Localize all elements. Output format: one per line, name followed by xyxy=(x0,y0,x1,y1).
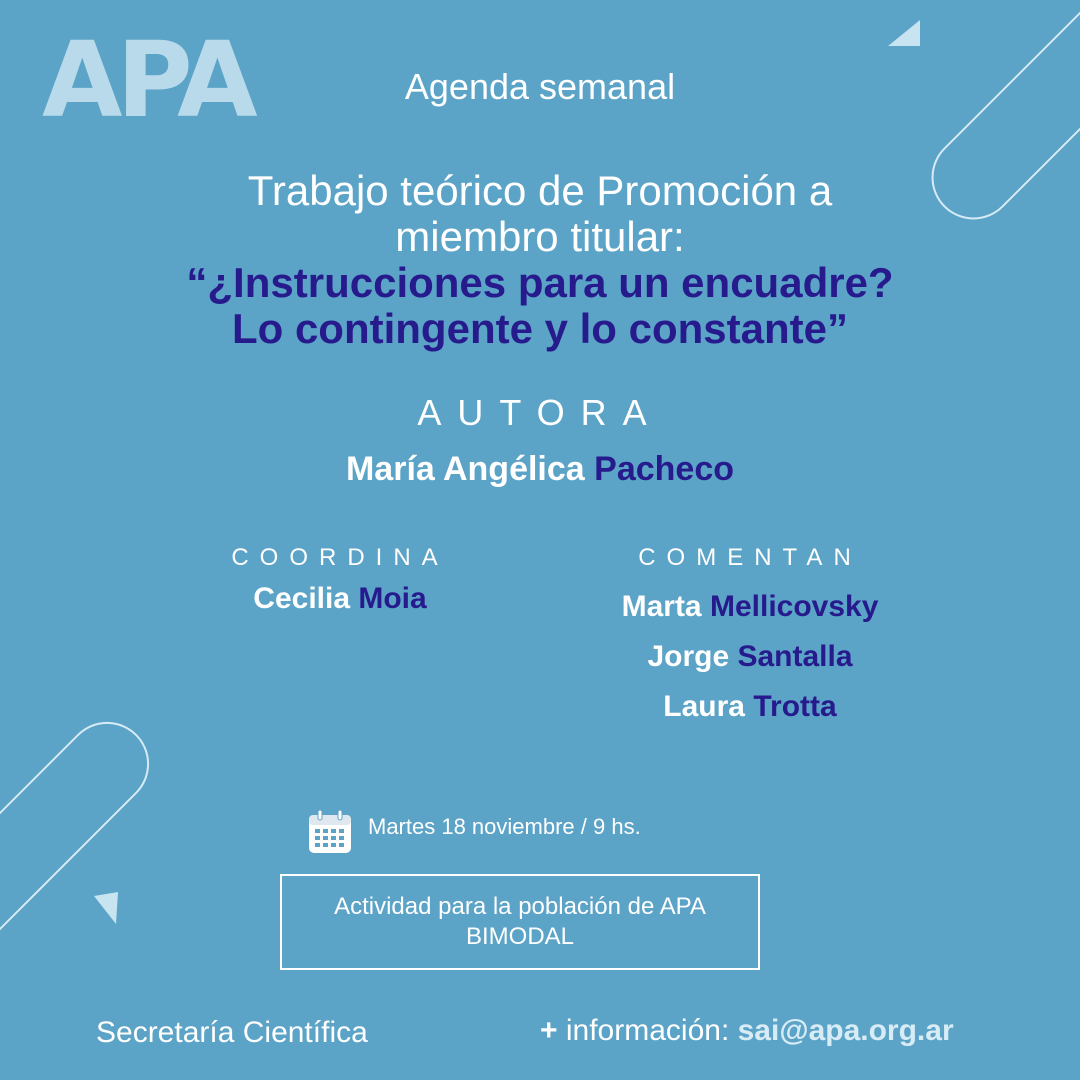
email-link[interactable]: sai@apa.org.ar xyxy=(737,1014,954,1047)
commentator-first-name: Jorge xyxy=(647,640,730,673)
coordina-name xyxy=(190,582,490,616)
plus-sign: + xyxy=(540,1014,558,1047)
triangle-bottom-left-shape xyxy=(94,892,118,924)
commentator-last-name: Trotta xyxy=(753,690,837,723)
notice-line-2: BIMODAL xyxy=(465,923,575,950)
autora-last-name: Pacheco xyxy=(594,450,735,488)
event-date: Martes 18 noviembre / 9 hs. xyxy=(368,814,641,839)
autora-first-name: María Angélica xyxy=(345,450,585,488)
notice-line-1: Actividad para la población de APA xyxy=(334,893,706,920)
notice-box xyxy=(280,874,760,970)
secretaria-label: Secretaría Científica xyxy=(96,1016,368,1049)
pill-bottom-left-shape xyxy=(0,706,165,976)
comentan-label: COMENTAN xyxy=(638,544,862,571)
info-label: información: xyxy=(565,1014,730,1047)
commentator-first-name: Marta xyxy=(621,590,702,623)
commentator-last-name: Santalla xyxy=(737,640,853,673)
commentator-last-name: Mellicovsky xyxy=(709,590,879,623)
triangle-top-right-shape xyxy=(888,20,920,46)
commentator-name xyxy=(550,682,950,732)
title-line-1: Trabajo teórico de Promoción a xyxy=(247,167,833,214)
quote-line-1: “¿Instrucciones para un encuadre? xyxy=(186,259,894,306)
event-title xyxy=(100,168,980,352)
apa-logo: APA xyxy=(42,19,252,141)
calendar-icon xyxy=(306,808,354,856)
info-contact xyxy=(540,1014,954,1048)
quote-line-2: Lo contingente y lo constante” xyxy=(231,305,849,352)
comentan-list xyxy=(550,582,950,732)
coordina-label: COORDINA xyxy=(231,544,449,571)
commentator-name xyxy=(550,632,950,682)
coordina-first-name: Cecilia xyxy=(253,582,351,615)
coordina-last-name: Moia xyxy=(358,582,427,615)
commentator-name xyxy=(550,582,950,632)
autora-label: AUTORA xyxy=(417,392,663,433)
autora-name xyxy=(240,450,840,489)
commentator-first-name: Laura xyxy=(663,690,745,723)
agenda-heading: Agenda semanal xyxy=(404,66,676,107)
title-line-2: miembro titular: xyxy=(395,213,685,260)
